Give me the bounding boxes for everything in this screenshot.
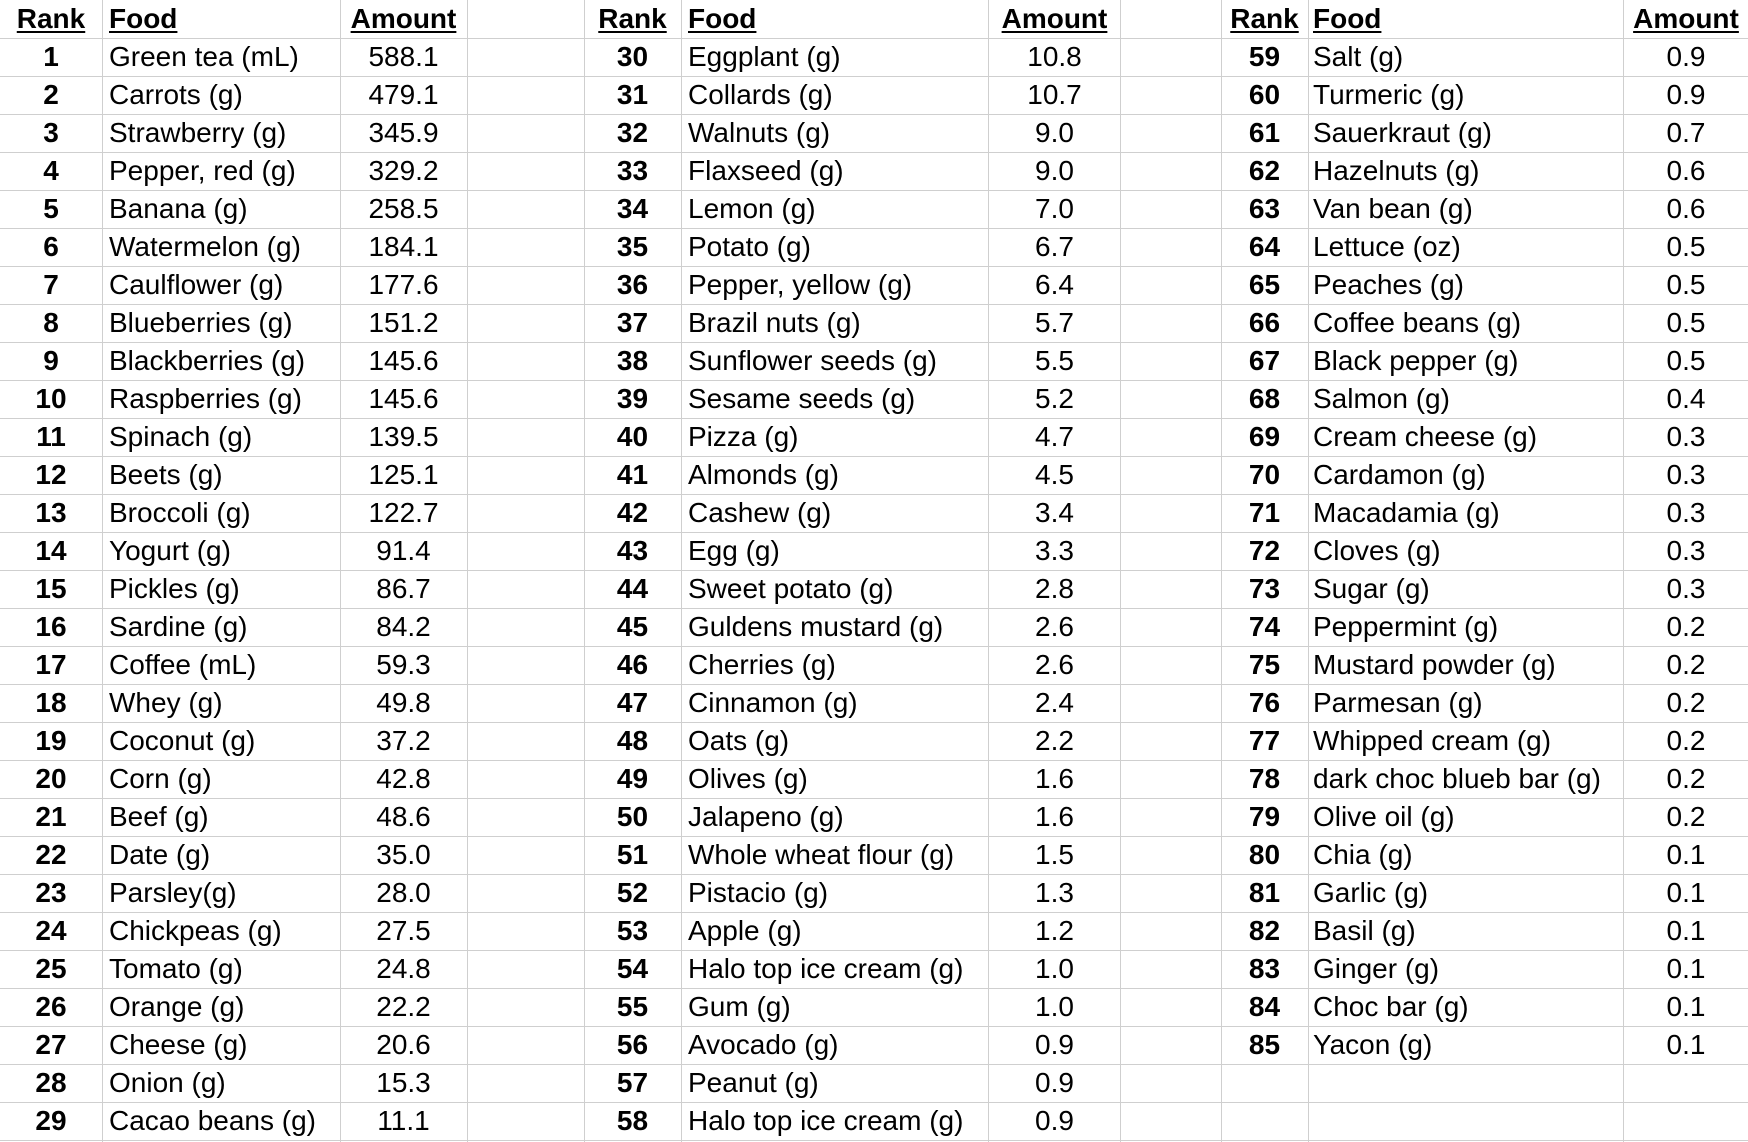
food-cell: dark choc blueb bar (g) — [1313, 763, 1601, 794]
amount-cell: 7.0 — [1035, 193, 1074, 224]
amount-cell: 0.5 — [1666, 269, 1706, 300]
amount-cell: 177.6 — [368, 269, 439, 300]
amount-cell: 0.7 — [1666, 117, 1706, 148]
food-cell: Pepper, yellow (g) — [688, 269, 913, 300]
food-cell: Salt (g) — [1313, 41, 1404, 72]
amount-cell: 0.1 — [1666, 877, 1706, 908]
rank-cell: 21 — [35, 801, 67, 832]
food-cell: Cream cheese (g) — [1313, 421, 1538, 452]
rank-cell: 80 — [1248, 839, 1281, 870]
rank-cell: 47 — [616, 687, 649, 718]
amount-cell: 9.0 — [1035, 155, 1074, 186]
column-gridline — [102, 0, 103, 1142]
food-cell: Halo top ice cream (g) — [688, 953, 964, 984]
amount-cell: 0.5 — [1666, 307, 1706, 338]
amount-cell: 1.6 — [1035, 801, 1074, 832]
amount-cell: 258.5 — [368, 193, 439, 224]
amount-cell: 11.1 — [377, 1105, 430, 1136]
rank-cell: 7 — [43, 269, 59, 300]
amount-cell: 42.8 — [376, 763, 431, 794]
food-cell: Apple (g) — [688, 915, 802, 946]
amount-cell: 0.3 — [1666, 421, 1706, 452]
rank-cell: 77 — [1248, 725, 1281, 756]
amount-cell: 0.1 — [1666, 839, 1706, 870]
rank-cell: 43 — [616, 535, 649, 566]
amount-cell: 6.4 — [1035, 269, 1074, 300]
food-cell: Yacon (g) — [1313, 1029, 1433, 1060]
food-cell: Cinnamon (g) — [688, 687, 858, 718]
rank-cell: 53 — [616, 915, 649, 946]
amount-cell: 5.5 — [1035, 345, 1074, 376]
food-cell: Hazelnuts (g) — [1313, 155, 1480, 186]
food-cell: Pizza (g) — [688, 421, 799, 452]
food-cell: Olive oil (g) — [1313, 801, 1455, 832]
rank-header: Rank — [16, 3, 86, 34]
rank-cell: 55 — [616, 991, 649, 1022]
amount-cell: 27.5 — [376, 915, 431, 946]
rank-cell: 15 — [35, 573, 67, 604]
amount-cell: 1.0 — [1035, 991, 1074, 1022]
rank-cell: 32 — [616, 117, 649, 148]
rank-cell: 41 — [616, 459, 649, 490]
rank-cell: 69 — [1248, 421, 1281, 452]
amount-cell: 0.2 — [1666, 611, 1706, 642]
rank-cell: 48 — [616, 725, 649, 756]
amount-cell: 0.2 — [1666, 801, 1706, 832]
amount-cell: 0.4 — [1666, 383, 1706, 414]
food-cell: Coffee beans (g) — [1313, 307, 1522, 338]
rank-cell: 83 — [1248, 953, 1281, 984]
rank-cell: 23 — [35, 877, 67, 908]
amount-cell: 4.7 — [1035, 421, 1074, 452]
food-cell: Olives (g) — [688, 763, 808, 794]
column-gridline — [681, 0, 682, 1142]
rank-cell: 46 — [616, 649, 649, 680]
amount-cell: 20.6 — [376, 1029, 431, 1060]
rank-cell: 28 — [35, 1067, 67, 1098]
food-cell: Cashew (g) — [688, 497, 832, 528]
amount-cell: 1.5 — [1035, 839, 1074, 870]
food-cell: Guldens mustard (g) — [688, 611, 944, 642]
food-header: Food — [688, 3, 757, 34]
amount-header: Amount — [1001, 3, 1108, 34]
rank-cell: 57 — [616, 1067, 649, 1098]
food-cell: Banana (g) — [109, 193, 248, 224]
rank-header: Rank — [598, 3, 667, 34]
rank-cell: 13 — [35, 497, 67, 528]
rank-cell: 6 — [43, 231, 59, 262]
food-cell: Avocado (g) — [688, 1029, 839, 1060]
amount-cell: 0.2 — [1666, 763, 1706, 794]
rank-cell: 54 — [616, 953, 649, 984]
rank-cell: 30 — [616, 41, 649, 72]
food-cell: Cacao beans (g) — [109, 1105, 317, 1136]
food-cell: Sunflower seeds (g) — [688, 345, 938, 376]
amount-cell: 49.8 — [376, 687, 431, 718]
amount-cell: 0.6 — [1666, 155, 1706, 186]
food-cell: Strawberry (g) — [109, 117, 287, 148]
rank-cell: 9 — [43, 345, 59, 376]
food-cell: Watermelon (g) — [109, 231, 301, 262]
food-cell: Green tea (mL) — [109, 41, 299, 72]
food-cell: Blackberries (g) — [109, 345, 306, 376]
amount-cell: 0.3 — [1666, 459, 1706, 490]
amount-cell: 59.3 — [376, 649, 431, 680]
rank-cell: 44 — [616, 573, 649, 604]
rank-cell: 4 — [43, 155, 59, 186]
amount-cell: 151.2 — [368, 307, 439, 338]
amount-cell: 0.9 — [1035, 1067, 1074, 1098]
amount-cell: 91.4 — [376, 535, 431, 566]
rank-cell: 16 — [35, 611, 67, 642]
amount-cell: 0.5 — [1666, 231, 1706, 262]
rank-cell: 19 — [35, 725, 67, 756]
rank-cell: 82 — [1248, 915, 1281, 946]
rank-cell: 27 — [35, 1029, 67, 1060]
rank-cell: 2 — [43, 79, 59, 110]
rank-cell: 56 — [616, 1029, 649, 1060]
row-gridline — [0, 1140, 1748, 1141]
food-cell: Chia (g) — [1313, 839, 1413, 870]
rank-cell: 45 — [616, 611, 649, 642]
food-cell: Eggplant (g) — [688, 41, 841, 72]
food-header: Food — [109, 3, 178, 34]
food-cell: Jalapeno (g) — [688, 801, 844, 832]
food-cell: Pepper, red (g) — [109, 155, 296, 186]
rank-cell: 72 — [1248, 535, 1281, 566]
rank-cell: 65 — [1248, 269, 1281, 300]
rank-cell: 24 — [35, 915, 67, 946]
food-cell: Cloves (g) — [1313, 535, 1441, 566]
rank-cell: 8 — [43, 307, 59, 338]
food-cell: Lettuce (oz) — [1313, 231, 1461, 262]
amount-cell: 0.9 — [1666, 41, 1706, 72]
food-cell: Spinach (g) — [109, 421, 253, 452]
food-header: Food — [1313, 3, 1382, 34]
rank-cell: 68 — [1248, 383, 1281, 414]
amount-cell: 125.1 — [368, 459, 439, 490]
food-cell: Sweet potato (g) — [688, 573, 894, 604]
food-cell: Raspberries (g) — [109, 383, 302, 414]
amount-cell: 2.8 — [1035, 573, 1074, 604]
amount-cell: 10.7 — [1027, 79, 1082, 110]
food-cell: Parmesan (g) — [1313, 687, 1483, 718]
rank-cell: 81 — [1248, 877, 1281, 908]
column-gridline — [467, 0, 468, 1142]
rank-cell: 75 — [1248, 649, 1281, 680]
amount-cell: 1.6 — [1035, 763, 1074, 794]
food-cell: Oats (g) — [688, 725, 790, 756]
amount-cell: 2.6 — [1035, 649, 1074, 680]
food-cell: Van bean (g) — [1313, 193, 1473, 224]
amount-cell: 0.1 — [1666, 915, 1706, 946]
food-cell: Parsley(g) — [109, 877, 237, 908]
amount-cell: 28.0 — [376, 877, 431, 908]
food-cell: Peaches (g) — [1313, 269, 1464, 300]
food-cell: Sauerkraut (g) — [1313, 117, 1492, 148]
amount-cell: 10.8 — [1027, 41, 1082, 72]
amount-cell: 139.5 — [368, 421, 439, 452]
food-cell: Broccoli (g) — [109, 497, 251, 528]
amount-cell: 35.0 — [376, 839, 431, 870]
rank-cell: 42 — [616, 497, 649, 528]
rank-cell: 33 — [616, 155, 649, 186]
food-cell: Mustard powder (g) — [1313, 649, 1556, 680]
amount-cell: 1.2 — [1035, 915, 1074, 946]
food-cell: Halo top ice cream (g) — [688, 1105, 964, 1136]
amount-cell: 0.2 — [1666, 725, 1706, 756]
rank-cell: 74 — [1248, 611, 1281, 642]
amount-cell: 37.2 — [376, 725, 431, 756]
food-cell: Corn (g) — [109, 763, 212, 794]
food-cell: Yogurt (g) — [109, 535, 231, 566]
amount-cell: 15.3 — [376, 1067, 431, 1098]
rank-cell: 29 — [35, 1105, 67, 1136]
rank-cell: 10 — [35, 383, 67, 414]
rank-cell: 17 — [35, 649, 67, 680]
amount-cell: 588.1 — [368, 41, 439, 72]
amount-cell: 0.3 — [1666, 535, 1706, 566]
food-cell: Lemon (g) — [688, 193, 816, 224]
rank-cell: 35 — [616, 231, 649, 262]
rank-cell: 40 — [616, 421, 649, 452]
food-cell: Orange (g) — [109, 991, 245, 1022]
rank-cell: 52 — [616, 877, 649, 908]
rank-cell: 26 — [35, 991, 67, 1022]
amount-cell: 0.1 — [1666, 953, 1706, 984]
amount-cell: 6.7 — [1035, 231, 1074, 262]
food-cell: Ginger (g) — [1313, 953, 1440, 984]
amount-header: Amount — [1633, 3, 1739, 34]
rank-cell: 12 — [35, 459, 67, 490]
amount-cell: 145.6 — [368, 345, 439, 376]
food-cell: Pickles (g) — [109, 573, 240, 604]
column-gridline — [1308, 0, 1309, 1142]
food-cell: Garlic (g) — [1313, 877, 1429, 908]
rank-cell: 79 — [1248, 801, 1281, 832]
rank-cell: 38 — [616, 345, 649, 376]
food-cell: Brazil nuts (g) — [688, 307, 861, 338]
amount-cell: 5.2 — [1035, 383, 1074, 414]
rank-cell: 67 — [1248, 345, 1281, 376]
rank-cell: 18 — [35, 687, 67, 718]
food-cell: Beef (g) — [109, 801, 209, 832]
rank-cell: 61 — [1248, 117, 1281, 148]
amount-cell: 5.7 — [1035, 307, 1074, 338]
food-cell: Black pepper (g) — [1313, 345, 1519, 376]
rank-cell: 36 — [616, 269, 649, 300]
food-cell: Date (g) — [109, 839, 211, 870]
food-cell: Basil (g) — [1313, 915, 1416, 946]
amount-cell: 0.3 — [1666, 573, 1706, 604]
column-gridline — [1120, 0, 1121, 1142]
food-cell: Beets (g) — [109, 459, 223, 490]
food-cell: Turmeric (g) — [1313, 79, 1465, 110]
rank-cell: 14 — [35, 535, 67, 566]
rank-cell: 25 — [35, 953, 67, 984]
amount-cell: 329.2 — [368, 155, 439, 186]
rank-cell: 50 — [616, 801, 649, 832]
amount-cell: 3.4 — [1035, 497, 1074, 528]
amount-cell: 2.4 — [1035, 687, 1074, 718]
food-cell: Collards (g) — [688, 79, 833, 110]
food-cell: Coffee (mL) — [109, 649, 257, 680]
food-cell: Egg (g) — [688, 535, 780, 566]
rank-cell: 70 — [1248, 459, 1281, 490]
rank-cell: 22 — [35, 839, 67, 870]
food-cell: Tomato (g) — [109, 953, 243, 984]
food-cell: Choc bar (g) — [1313, 991, 1469, 1022]
amount-cell: 0.9 — [1035, 1029, 1074, 1060]
food-cell: Walnuts (g) — [688, 117, 831, 148]
rank-cell: 1 — [43, 41, 59, 72]
rank-cell: 85 — [1248, 1029, 1281, 1060]
amount-cell: 1.0 — [1035, 953, 1074, 984]
amount-cell: 48.6 — [376, 801, 431, 832]
amount-cell: 0.1 — [1666, 991, 1706, 1022]
amount-cell: 0.5 — [1666, 345, 1706, 376]
rank-cell: 31 — [616, 79, 649, 110]
amount-cell: 0.3 — [1666, 497, 1706, 528]
rank-cell: 71 — [1248, 497, 1281, 528]
rank-cell: 59 — [1248, 41, 1281, 72]
rank-cell: 20 — [35, 763, 67, 794]
food-cell: Cardamon (g) — [1313, 459, 1486, 490]
rank-cell: 49 — [616, 763, 649, 794]
food-cell: Cherries (g) — [688, 649, 836, 680]
rank-cell: 62 — [1248, 155, 1281, 186]
food-cell: Chickpeas (g) — [109, 915, 282, 946]
rank-cell: 64 — [1248, 231, 1281, 262]
food-cell: Cheese (g) — [109, 1029, 248, 1060]
food-cell: Whey (g) — [109, 687, 223, 718]
food-cell: Sardine (g) — [109, 611, 248, 642]
food-cell: Whole wheat flour (g) — [688, 839, 955, 870]
food-cell: Whipped cream (g) — [1313, 725, 1552, 756]
rank-cell: 5 — [43, 193, 59, 224]
rank-cell: 34 — [616, 193, 649, 224]
amount-header: Amount — [350, 3, 457, 34]
amount-cell: 3.3 — [1035, 535, 1074, 566]
food-cell: Macadamia (g) — [1313, 497, 1500, 528]
rank-header: Rank — [1230, 3, 1299, 34]
rank-cell: 58 — [616, 1105, 649, 1136]
amount-cell: 2.2 — [1035, 725, 1074, 756]
rank-cell: 84 — [1248, 991, 1281, 1022]
food-cell: Sugar (g) — [1313, 573, 1430, 604]
food-cell: Flaxseed (g) — [688, 155, 844, 186]
food-cell: Peanut (g) — [688, 1067, 819, 1098]
amount-cell: 479.1 — [368, 79, 439, 110]
amount-cell: 122.7 — [368, 497, 439, 528]
amount-cell: 145.6 — [368, 383, 439, 414]
rank-cell: 63 — [1248, 193, 1281, 224]
rank-cell: 76 — [1248, 687, 1281, 718]
food-cell: Carrots (g) — [109, 79, 243, 110]
rank-cell: 73 — [1248, 573, 1281, 604]
amount-cell: 22.2 — [376, 991, 431, 1022]
amount-cell: 0.9 — [1035, 1105, 1074, 1136]
food-cell: Onion (g) — [109, 1067, 226, 1098]
food-cell: Blueberries (g) — [109, 307, 293, 338]
amount-cell: 84.2 — [376, 611, 431, 642]
amount-cell: 0.1 — [1666, 1029, 1706, 1060]
food-cell: Salmon (g) — [1313, 383, 1450, 414]
food-cell: Almonds (g) — [688, 459, 839, 490]
amount-cell: 1.3 — [1035, 877, 1074, 908]
amount-cell: 0.2 — [1666, 649, 1706, 680]
amount-cell: 86.7 — [376, 573, 431, 604]
amount-cell: 24.8 — [376, 953, 431, 984]
amount-cell: 184.1 — [368, 231, 439, 262]
food-cell: Coconut (g) — [109, 725, 256, 756]
food-cell: Gum (g) — [688, 991, 791, 1022]
rank-cell: 60 — [1248, 79, 1281, 110]
rank-cell: 11 — [36, 421, 66, 452]
amount-cell: 9.0 — [1035, 117, 1074, 148]
amount-cell: 0.9 — [1666, 79, 1706, 110]
food-cell: Sesame seeds (g) — [688, 383, 916, 414]
amount-cell: 0.6 — [1666, 193, 1706, 224]
amount-cell: 0.2 — [1666, 687, 1706, 718]
rank-cell: 66 — [1248, 307, 1281, 338]
food-cell: Pistacio (g) — [688, 877, 829, 908]
rank-cell: 51 — [616, 839, 649, 870]
rank-cell: 39 — [616, 383, 649, 414]
rank-cell: 3 — [43, 117, 59, 148]
amount-cell: 2.6 — [1035, 611, 1074, 642]
rank-cell: 78 — [1248, 763, 1281, 794]
amount-cell: 345.9 — [368, 117, 439, 148]
food-cell: Potato (g) — [688, 231, 811, 262]
amount-cell: 4.5 — [1035, 459, 1074, 490]
food-cell: Caulflower (g) — [109, 269, 284, 300]
rank-cell: 37 — [616, 307, 649, 338]
food-cell: Peppermint (g) — [1313, 611, 1499, 642]
